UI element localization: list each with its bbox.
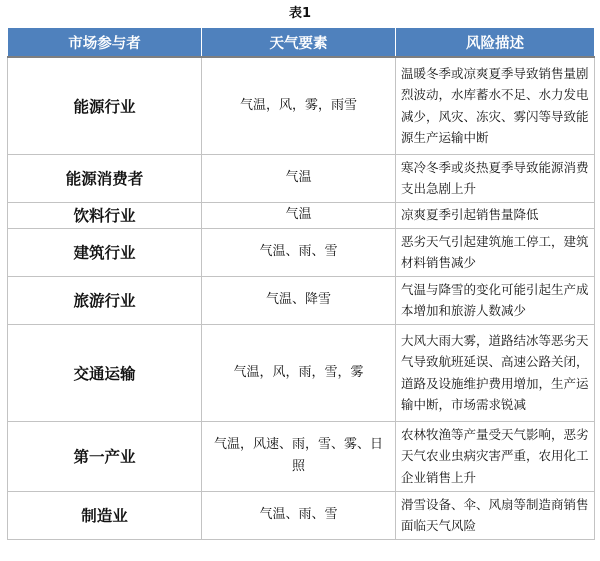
risk-cell: 温暖冬季或凉爽夏季导致销售量剧烈波动，水库蓄水不足、水力发电减少，风灾、冻灾、雾闪等导致能源生产运输中断: [396, 57, 595, 154]
sector-cell: 能源消费者: [8, 154, 202, 202]
weather-cell: 气温、降雪: [202, 276, 396, 324]
risk-cell: 大风大雨大雾，道路结冰等恶劣天气导致航班延误、高速公路关闭，道路及设施维护费用增加，生产运输中断，市场需求锐减: [396, 324, 595, 421]
sector-cell: 饮料行业: [8, 202, 202, 228]
risk-cell: 气温与降雪的变化可能引起生产成本增加和旅游人数减少: [396, 276, 595, 324]
table-row: [8, 421, 595, 491]
risk-cell: 凉爽夏季引起销售量降低: [396, 202, 595, 228]
header-market-participant: 市场参与者: [8, 28, 202, 58]
header-risk-description: 风险描述: [396, 28, 595, 58]
weather-cell: 气温: [202, 154, 396, 202]
weather-cell: 气温，风速、雨，雪、雾、日照: [202, 421, 396, 491]
sector-cell: 交通运输: [8, 324, 202, 421]
table-row: [8, 154, 595, 202]
table-row: [8, 491, 595, 539]
table-row: [8, 228, 595, 276]
sector-cell: 第一产业: [8, 421, 202, 491]
sector-cell: 旅游行业: [8, 276, 202, 324]
header-weather-factor: 天气要素: [202, 28, 396, 58]
weather-cell: 气温、雨、雪: [202, 228, 396, 276]
sector-cell: 能源行业: [8, 57, 202, 154]
weather-cell: 气温: [202, 202, 396, 228]
risk-cell: 恶劣天气引起建筑施工停工，建筑材料销售减少: [396, 228, 595, 276]
table-row: [8, 324, 595, 421]
sector-cell: 制造业: [8, 491, 202, 539]
table-row: [8, 276, 595, 324]
risk-cell: 寒冷冬季或炎热夏季导致能源消费支出急剧上升: [396, 154, 595, 202]
weather-cell: 气温、雨、雪: [202, 491, 396, 539]
header-row: [8, 28, 595, 58]
table-row: [8, 202, 595, 228]
sector-cell: 建筑行业: [8, 228, 202, 276]
weather-cell: 气温，风，雨，雪，雾: [202, 324, 396, 421]
table-caption: 表1: [288, 6, 312, 21]
risk-cell: 滑雪设备、伞、风扇等制造商销售面临天气风险: [396, 491, 595, 539]
weather-risk-table: [7, 27, 595, 540]
risk-cell: 农林牧渔等产量受天气影响，恶劣天气农业虫病灾害严重，农用化工企业销售上升: [396, 421, 595, 491]
table-row: [8, 57, 595, 154]
weather-cell: 气温，风，雾，雨雪: [202, 57, 396, 154]
